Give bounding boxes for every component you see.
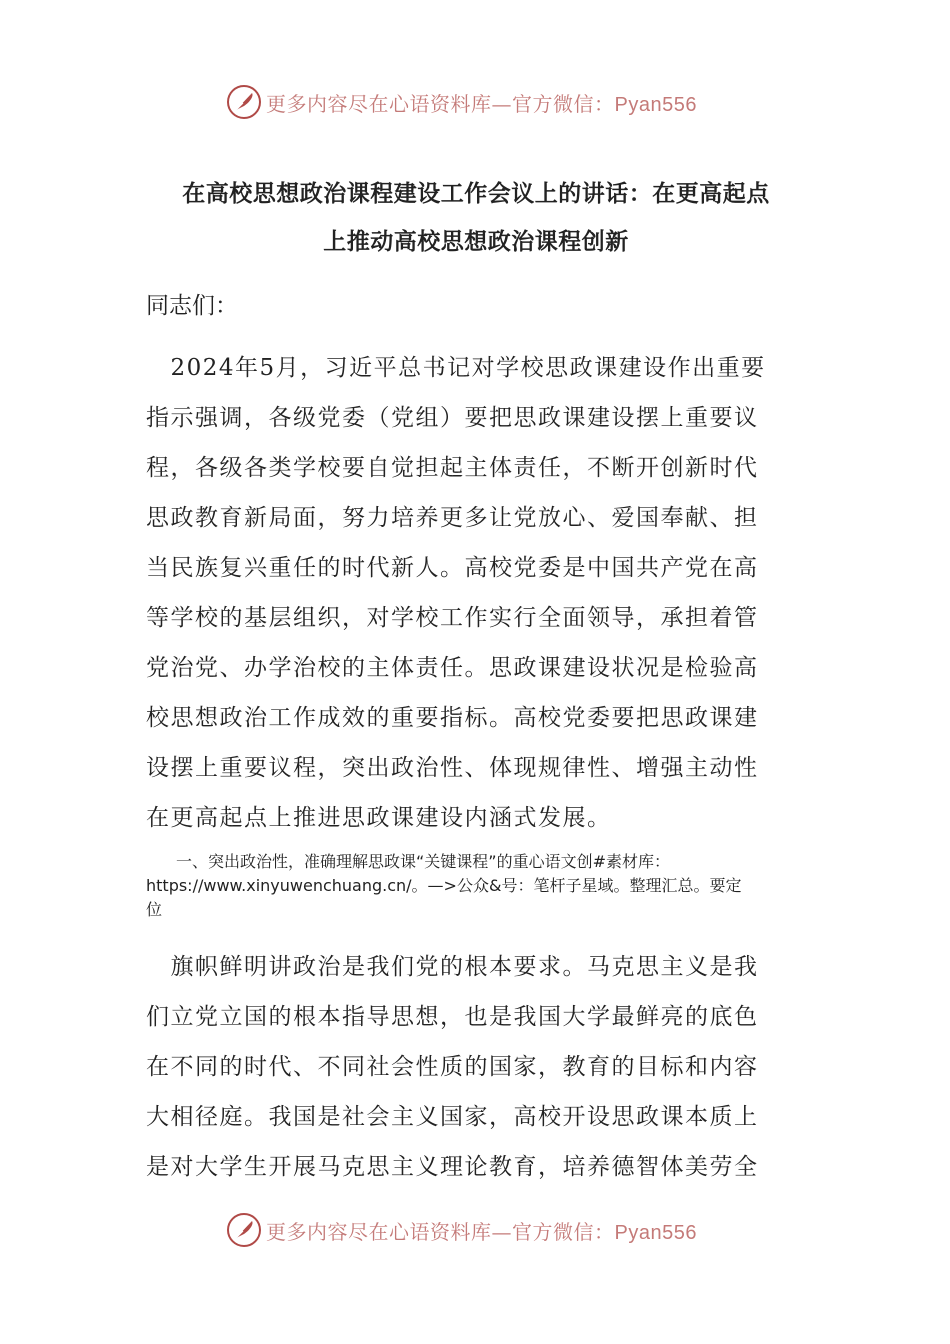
body-paragraph-1 [146,343,806,843]
header-banner [0,82,950,122]
paragraph-line: 大相径庭。我国是社会主义国家，高校开设思政课本质上 [146,1104,759,1130]
paragraph-line: 在不同的时代、不同社会性质的国家，教育的目标和内容 [146,1054,759,1080]
paragraph-line: 2024年5月，习近平总书记对学校思政课建设作出重要 [146,355,766,381]
title-line-2: 上推动高校思想政治课程创新 [323,229,629,255]
paragraph-line: 程，各级各类学校要自觉担起主体责任，不断开创新时代 [146,455,759,481]
paragraph-line: 当民族复兴重任的时代新人。高校党委是中国共产党在高 [146,555,759,581]
paragraph-line: 校思想政治工作成效的重要指标。高校党委要把思政课建 [146,705,759,731]
footer-banner [0,1210,950,1250]
document-title [146,170,806,266]
quill-logo-icon [226,1212,262,1248]
paragraph-line: 旗帜鲜明讲政治是我们党的根本要求。马克思主义是我 [146,954,759,980]
quill-logo-icon [226,84,262,120]
banner-text: 更多内容尽在心语资料库—官方微信：Pyan556 [266,91,697,116]
banner-wechat-id: Pyan556 [614,93,697,116]
banner-text: 更多内容尽在心语资料库—官方微信：Pyan556 [266,1219,697,1244]
section-heading [146,850,806,922]
paragraph-line: 指示强调，各级党委（党组）要把思政课建设摆上重要议 [146,405,759,431]
paragraph-line: 设摆上重要议程，突出政治性、体现规律性、增强主动性 [146,755,759,781]
heading-line-1: 一、突出政治性，准确理解思政课“关键课程”的重心语文创#素材库： [176,852,670,871]
banner-wechat-id: Pyan556 [614,1221,697,1244]
title-line-1: 在高校思想政治课程建设工作会议上的讲话：在更高起点 [182,181,770,207]
paragraph-line: 党治党、办学治校的主体责任。思政课建设状况是检验高 [146,655,759,681]
body-paragraph-2 [146,942,806,1192]
paragraph-line: 在更高起点上推进思政课建设内涵式发展。 [146,805,612,831]
heading-line-2: https://www.xinyuwenchuang.cn/。—>公众&号：笔杆子星域。整理汇总。要定 [146,876,742,895]
heading-line-3: 位 [146,900,163,919]
paragraph-line: 思政教育新局面，努力培养更多让党放心、爱国奉献、担 [146,505,759,531]
paragraph-line: 等学校的基层组织，对学校工作实行全面领导，承担着管 [146,605,759,631]
paragraph-line: 们立党立国的根本指导思想，也是我国大学最鲜亮的底色 [146,1004,759,1030]
paragraph-line: 是对大学生开展马克思主义理论教育，培养德智体美劳全 [146,1154,759,1180]
salutation: 同志们： [146,293,238,319]
